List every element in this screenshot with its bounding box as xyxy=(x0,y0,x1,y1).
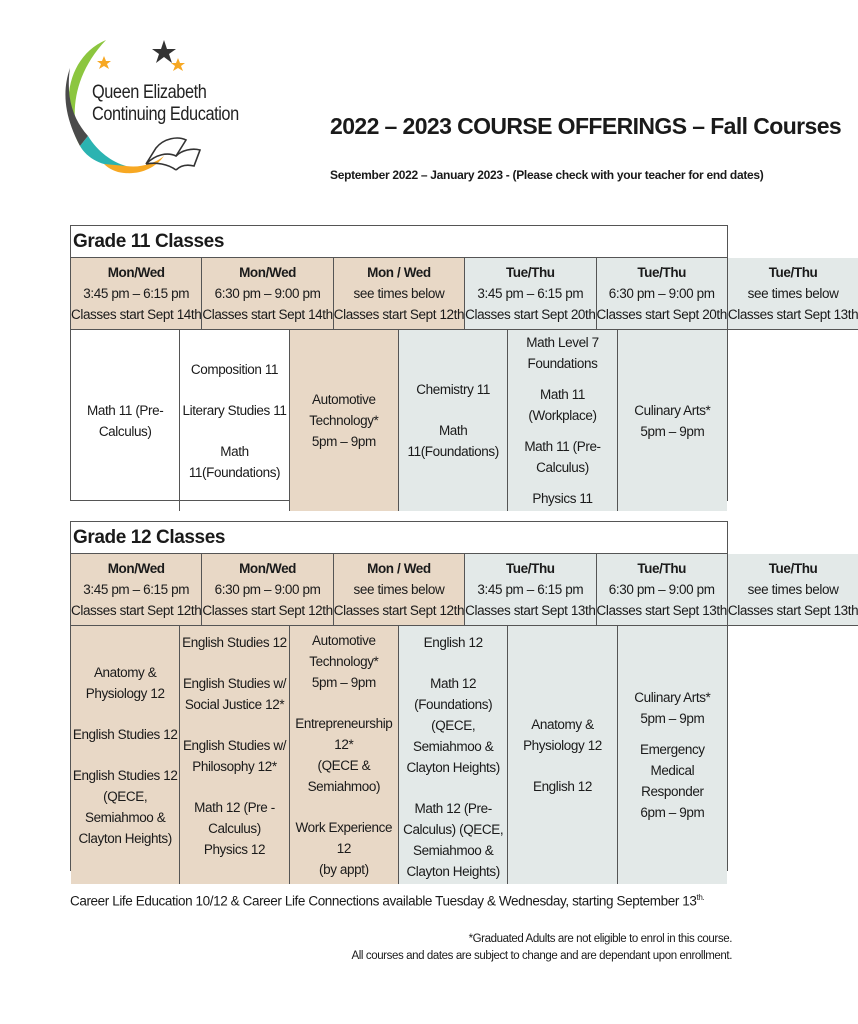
course: Math 11 (Workplace) xyxy=(528,387,597,423)
course: English 12 xyxy=(532,778,593,794)
grade12-col6-courses: Culinary Arts* 5pm – 9pm Emergency Medical Responder 6pm – 9pm xyxy=(618,626,727,884)
qece-logo xyxy=(58,36,248,186)
course: Literary Studies 11 xyxy=(182,402,287,418)
grade12-col4-courses: English 12 Math 12 (Foundations) (QECE, Semiahmoo & Clayton Heights) Math 12 (Pre- Calculus) (QECE, Semiahmoo & Clayton Heights) xyxy=(399,626,508,884)
graduated-adults-disclaimer: *Graduated Adults are not eligible to enrol in this course. xyxy=(468,933,732,945)
course: Math 11 (Pre-Calculus) xyxy=(524,439,601,475)
grade12-table xyxy=(70,521,858,879)
grade11-col3-courses: Automotive Technology* 5pm – 9pm xyxy=(290,330,399,511)
grade12-header-col4: Tue/Thu 3:45 pm – 6:15 pm Classes start Sept 13th xyxy=(465,554,596,626)
star-icon xyxy=(152,40,176,63)
course: Math 11(Foundations) xyxy=(188,443,281,480)
course: English 12 xyxy=(423,635,483,650)
course: Math 11 (Pre-Calculus) xyxy=(87,402,164,439)
course: English Studies 12 xyxy=(182,635,287,650)
grade12-header-col1: Mon/Wed 3:45 pm – 6:15 pm Classes start Sept 12th xyxy=(71,554,202,626)
grade11-header-col2: Mon/Wed 6:30 pm – 9:00 pm Classes start Sept 14th xyxy=(202,258,333,330)
grade11-col5-courses: Math Level 7 Foundations Math 11 (Workplace) Math 11 (Pre-Calculus) Physics 11 xyxy=(508,330,617,511)
grade12-col5-courses: Anatomy & Physiology 12 English 12 xyxy=(508,626,617,884)
course: Math 11(Foundations) xyxy=(407,423,499,459)
star-icon xyxy=(97,56,111,69)
grade11-table xyxy=(70,225,858,506)
career-life-note: Career Life Education 10/12 & Career Life Connections available Tuesday & Wednesday, starting September $13^{th.}$ xyxy=(70,893,705,909)
course: Physics 11 xyxy=(532,491,593,506)
grade12-body-row xyxy=(71,626,727,879)
grade11-col1-courses xyxy=(71,330,180,511)
grade11-header-col1: Mon/Wed 3:45 pm – 6:15 pm Classes start Sept 14th xyxy=(71,258,202,330)
grade11-header-col5: Tue/Thu 6:30 pm – 9:00 pm Classes start Sept 20th xyxy=(597,258,728,330)
grade12-header-col3: Mon / Wed see times below Classes start Sept 12th xyxy=(334,554,465,626)
grade11-title: Grade 11 Classes xyxy=(71,226,727,258)
grade11-col4-courses xyxy=(399,330,508,511)
grade11-header-col6: Tue/Thu see times below Classes start Sept 13th xyxy=(728,258,858,330)
star-icon xyxy=(171,58,185,71)
page-subtitle: September 2022 – January 2023 - (Please check with your teacher for end dates) xyxy=(330,168,764,182)
grade12-title: Grade 12 Classes xyxy=(71,522,727,554)
grade12-header-col2: Mon/Wed 6:30 pm – 9:00 pm Classes start Sept 12th xyxy=(202,554,333,626)
enrollment-disclaimer: All courses and dates are subject to change and are dependant upon enrollment. xyxy=(351,950,732,962)
grade11-col6-courses: Culinary Arts* 5pm – 9pm xyxy=(618,330,727,511)
grade12-header-col5: Tue/Thu 6:30 pm – 9:00 pm Classes start Sept 13th xyxy=(597,554,728,626)
course: Chemistry 11 xyxy=(416,382,491,397)
grade12-col3-courses: Automotive Technology* 5pm – 9pm Entrepreneurship 12* (QECE & Semiahmoo) Work Experience 12 (by appt) xyxy=(290,626,399,884)
grade11-body-row xyxy=(71,330,727,506)
grade11-header-row xyxy=(71,258,858,330)
grade11-header-col3: Mon / Wed see times below Classes start Sept 12th xyxy=(334,258,465,330)
grade11-header-col4: Tue/Thu 3:45 pm – 6:15 pm Classes start Sept 20th xyxy=(465,258,596,330)
logo-line1: Queen Elizabeth xyxy=(92,82,207,103)
grade12-col2-courses: English Studies 12 English Studies w/ Social Justice 12* English Studies w/ Philosophy 12* Math 12 (Pre - Calculus) Physics 12 xyxy=(180,626,289,884)
grade12-col1-courses: Anatomy & Physiology 12 English Studies 12 English Studies 12 (QECE, Semiahmoo & Clayton Heights) xyxy=(71,626,180,884)
course: Composition 11 xyxy=(190,361,279,377)
page-title: 2022 – 2023 COURSE OFFERINGS – Fall Courses xyxy=(330,113,842,139)
grade12-header-col6: Tue/Thu see times below Classes start Sept 13th xyxy=(728,554,858,626)
grade11-col2-courses xyxy=(180,330,289,511)
logo-line2: Continuing Education xyxy=(92,104,239,125)
grade12-header-row xyxy=(71,554,858,626)
course: English Studies 12 xyxy=(72,726,178,742)
